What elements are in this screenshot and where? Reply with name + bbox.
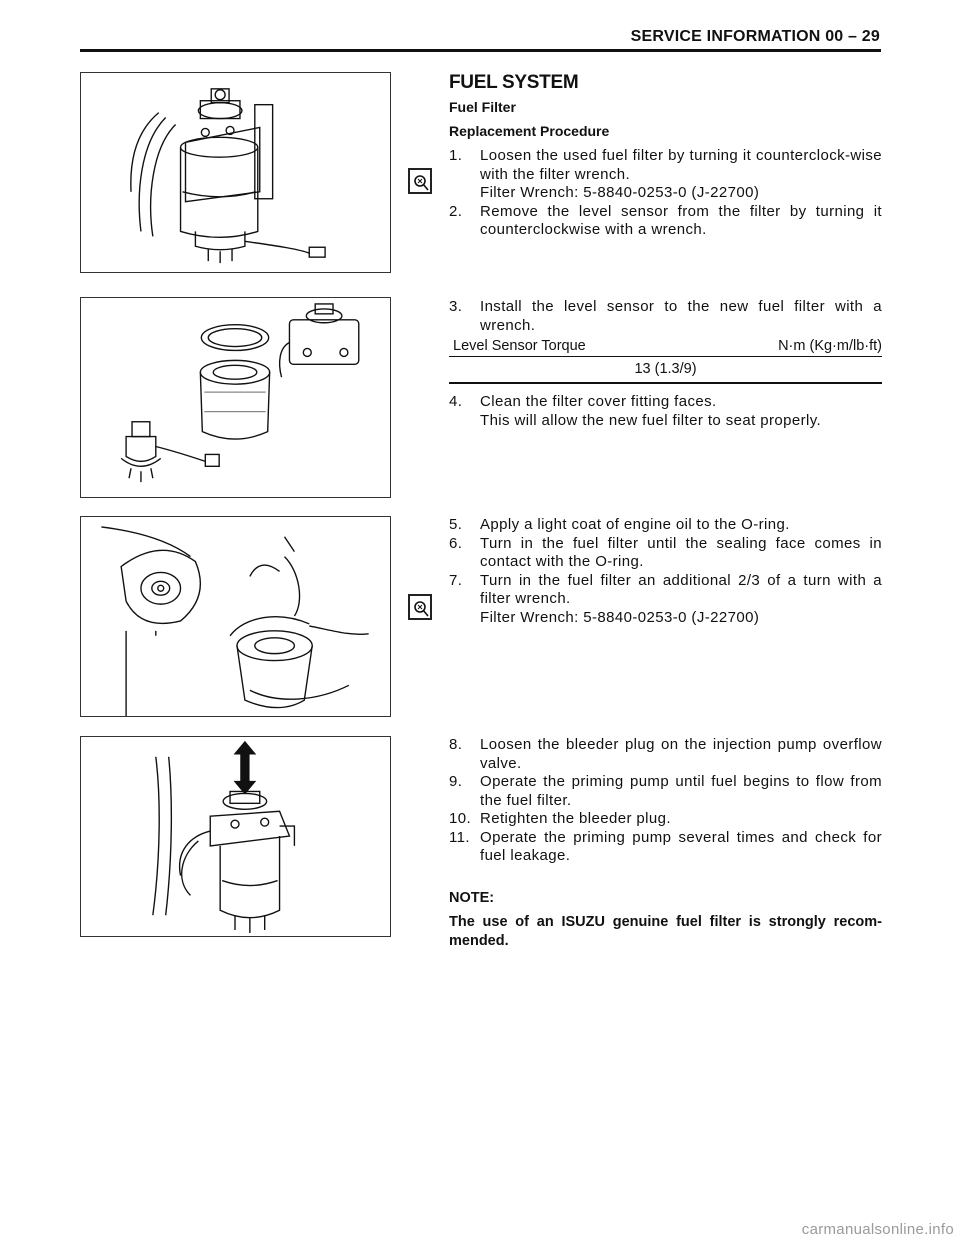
step-item: [449, 829, 882, 866]
step-text: Operate the priming pump until fuel begins to flow from the fuel filter.: [480, 773, 882, 809]
note-text: The use of an ISUZU genuine fuel filter is strongly recom-mended.: [449, 914, 882, 949]
step-item: [449, 535, 882, 572]
torque-bottom-rule: [449, 382, 882, 384]
figure-fuel-filter-assembly: [80, 72, 391, 273]
step-text: Apply a light coat of engine oil to the O-ring.: [480, 516, 790, 533]
step-text: [480, 393, 882, 430]
step-list-4: [449, 516, 882, 627]
torque-label: Level Sensor Torque: [453, 338, 586, 354]
figure-filter-parts: [80, 297, 391, 498]
step-number: 9.: [449, 773, 463, 790]
step-number: 2.: [449, 202, 463, 220]
step-text-main: Turn in the fuel filter an additional 2/3 of a turn with a filter wrench.: [480, 571, 882, 607]
torque-table-header: [449, 336, 882, 356]
torque-table: [449, 336, 882, 384]
step-text: Remove the level sensor from the filter by turning it counterclockwise with a wrench.: [480, 202, 882, 238]
special-tool-icon: [408, 168, 432, 194]
section-title: FUEL SYSTEM: [449, 72, 579, 93]
special-tool-icon: [408, 594, 432, 620]
step-number: 4.: [449, 393, 463, 410]
step-text: [480, 572, 882, 628]
step-number: 10.: [449, 810, 472, 827]
figure-install-filter: [80, 516, 391, 717]
step-item: [449, 147, 882, 203]
step-item: [449, 773, 882, 810]
step-list-5: [449, 736, 882, 866]
step-number: 11.: [449, 828, 470, 846]
step-sub-text: This will allow the new fuel filter to seat properly.: [480, 411, 822, 429]
step-tool-reference: Filter Wrench: 5-8840-0253-0 (J-22700): [480, 608, 760, 626]
step-item: [449, 203, 882, 240]
step-number: 5.: [449, 516, 463, 533]
header-divider: [80, 49, 881, 52]
subsection-title: Fuel Filter: [449, 99, 516, 115]
footer-watermark: carmanualsonline.info: [801, 1221, 954, 1238]
step-number: 8.: [449, 736, 463, 753]
figure-priming-pump: [80, 736, 391, 937]
step-item: [449, 393, 882, 430]
step-list-2: [449, 298, 882, 335]
step-list-1: [449, 147, 882, 240]
step-list-3: [449, 393, 882, 430]
step-item: [449, 736, 882, 773]
note-label: NOTE:: [449, 890, 495, 906]
step-text-main: Loosen the used fuel filter by turning it counterclock-wise with the filter wrench.: [480, 147, 882, 183]
step-number: 3.: [449, 298, 463, 315]
procedure-heading: Replacement Procedure: [449, 123, 610, 139]
step-item: [449, 810, 882, 829]
step-number: 7.: [449, 571, 463, 589]
step-text: Operate the priming pump several times and check for fuel leakage.: [480, 828, 882, 864]
step-item: [449, 298, 882, 335]
torque-unit: N·m (Kg·m/lb·ft): [778, 338, 882, 354]
step-item: [449, 572, 882, 628]
step-text: [480, 147, 882, 203]
step-text-main: Clean the filter cover fitting faces.: [480, 393, 717, 410]
page-header-title: SERVICE INFORMATION 00 – 29: [630, 28, 880, 45]
torque-value: 13 (1.3/9): [634, 361, 697, 377]
step-number: 1.: [449, 147, 463, 164]
step-number: 6.: [449, 534, 463, 552]
step-text: Turn in the fuel filter until the sealing face comes in contact with the O-ring.: [480, 534, 882, 570]
step-item: [449, 516, 882, 535]
step-tool-reference: Filter Wrench: 5-8840-0253-0 (J-22700): [480, 184, 760, 201]
step-text: Loosen the bleeder plug on the injection pump overflow valve.: [480, 736, 882, 772]
step-text: Retighten the bleeder plug.: [480, 810, 671, 827]
step-text: Install the level sensor to the new fuel filter with a wrench.: [480, 298, 882, 334]
